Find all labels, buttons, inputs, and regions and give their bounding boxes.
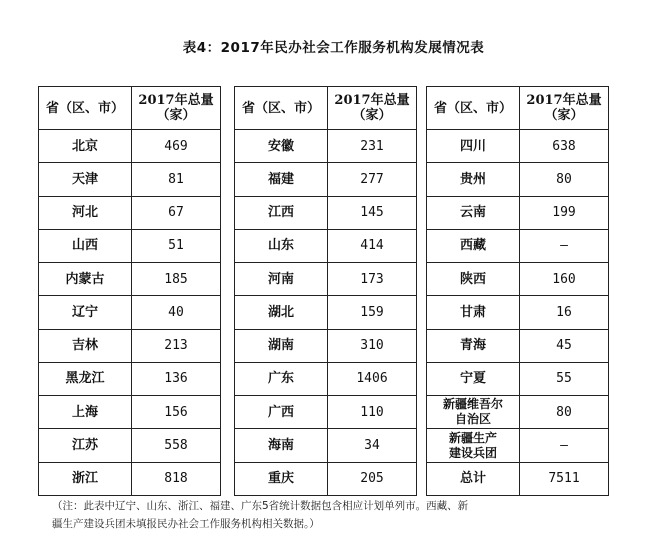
header-count: [328, 87, 417, 130]
region-count: 310: [328, 329, 417, 362]
region-name: 江西: [235, 196, 328, 229]
region-name-line1: 新疆维吾尔: [442, 397, 503, 412]
region-name: 河南: [235, 263, 328, 296]
region-name: 重庆: [235, 462, 328, 495]
table-row: [427, 396, 609, 429]
region-name-line2: 自治区: [454, 412, 491, 427]
header-count-line1: 2017年总量: [334, 93, 410, 108]
total-count: 7511: [520, 462, 609, 495]
table-row: [39, 296, 221, 329]
region-count: 818: [132, 462, 221, 495]
region-name: 江苏: [39, 429, 132, 462]
region-count: –: [520, 429, 609, 462]
region-name: 山西: [39, 229, 132, 262]
region-name: 西藏: [427, 229, 520, 262]
header-count-line1: 2017年总量: [138, 93, 214, 108]
region-count: 558: [132, 429, 221, 462]
region-count: 51: [132, 229, 221, 262]
table-row: [235, 329, 417, 362]
region-name: 云南: [427, 196, 520, 229]
header-count: [132, 87, 221, 130]
region-count: 159: [328, 296, 417, 329]
table-header-row: [39, 87, 221, 130]
table-row: [39, 329, 221, 362]
region-count: 205: [328, 462, 417, 495]
table-row: [235, 130, 417, 163]
table-row: [39, 396, 221, 429]
table-header-row: [235, 87, 417, 130]
header-count-line2: （家）: [156, 108, 196, 123]
note-line-1: （注：此表中辽宁、山东、浙江、福建、广东5省统计数据包含相应计划单列市。西藏、新: [52, 500, 469, 512]
region-name: 黑龙江: [39, 362, 132, 395]
region-count: 40: [132, 296, 221, 329]
region-count: 1406: [328, 362, 417, 395]
header-region-label: 省（区、市）: [241, 100, 320, 116]
total-label: 总计: [427, 462, 520, 495]
region-count: 469: [132, 130, 221, 163]
table-note: [52, 497, 627, 533]
region-name: 浙江: [39, 462, 132, 495]
region-name: 辽宁: [39, 296, 132, 329]
table-row: [39, 130, 221, 163]
region-count: 145: [328, 196, 417, 229]
region-count: 199: [520, 196, 609, 229]
region-name: 福建: [235, 163, 328, 196]
region-count: 160: [520, 263, 609, 296]
region-name: 海南: [235, 429, 328, 462]
region-count: 67: [132, 196, 221, 229]
table-row: [427, 130, 609, 163]
table-row: [235, 163, 417, 196]
region-count: 277: [328, 163, 417, 196]
header-region: [235, 87, 328, 130]
header-count-line2: （家）: [544, 108, 584, 123]
region-name: [427, 396, 520, 429]
table-row-total: [427, 462, 609, 495]
table-row: [235, 296, 417, 329]
table-row: [235, 396, 417, 429]
table-row: [39, 462, 221, 495]
header-region: [427, 87, 520, 130]
region-name: 安徽: [235, 130, 328, 163]
region-count: 34: [328, 429, 417, 462]
region-count: 156: [132, 396, 221, 429]
table-row: [235, 362, 417, 395]
region-count: 414: [328, 229, 417, 262]
data-table-1: [38, 86, 221, 496]
region-name: 陕西: [427, 263, 520, 296]
region-count: 213: [132, 329, 221, 362]
table-row: [39, 362, 221, 395]
table-row: [427, 429, 609, 462]
note-line-2: 疆生产建设兵团未填报民办社会工作服务机构相关数据。）: [52, 518, 320, 530]
region-name: 河北: [39, 196, 132, 229]
region-count: 45: [520, 329, 609, 362]
region-count: 110: [328, 396, 417, 429]
header-region-label: 省（区、市）: [45, 100, 124, 116]
region-count: 16: [520, 296, 609, 329]
table-row: [235, 229, 417, 262]
region-count: 55: [520, 362, 609, 395]
region-name: 甘肃: [427, 296, 520, 329]
table-row: [39, 429, 221, 462]
region-count: 231: [328, 130, 417, 163]
region-count: 173: [328, 263, 417, 296]
table-row: [427, 196, 609, 229]
region-name: 湖北: [235, 296, 328, 329]
region-count: 136: [132, 362, 221, 395]
data-table-2: [234, 86, 417, 496]
region-name: 广西: [235, 396, 328, 429]
table-row: [39, 196, 221, 229]
region-name-line1: 新疆生产: [448, 430, 497, 445]
region-name: 天津: [39, 163, 132, 196]
region-count: 80: [520, 163, 609, 196]
region-name: 内蒙古: [39, 263, 132, 296]
table-row: [427, 163, 609, 196]
table-row: [427, 329, 609, 362]
region-name: 上海: [39, 396, 132, 429]
region-name: 宁夏: [427, 362, 520, 395]
region-name: 山东: [235, 229, 328, 262]
table-row: [427, 296, 609, 329]
header-count-line1: 2017年总量: [526, 93, 602, 108]
header-count-line2: （家）: [352, 108, 392, 123]
region-count: 80: [520, 396, 609, 429]
region-name: 北京: [39, 130, 132, 163]
table-row: [235, 263, 417, 296]
region-name: 四川: [427, 130, 520, 163]
table-row: [39, 163, 221, 196]
data-table-3: [426, 86, 609, 496]
region-name-line2: 建设兵团: [448, 445, 497, 460]
region-name: 贵州: [427, 163, 520, 196]
region-name: 青海: [427, 329, 520, 362]
table-row: [427, 362, 609, 395]
table-row: [235, 196, 417, 229]
region-name: 吉林: [39, 329, 132, 362]
table-row: [427, 229, 609, 262]
header-count: [520, 87, 609, 130]
table-row: [427, 263, 609, 296]
region-count: 185: [132, 263, 221, 296]
region-name: [427, 429, 520, 462]
region-count: 638: [520, 130, 609, 163]
table-row: [235, 429, 417, 462]
header-region-label: 省（区、市）: [433, 100, 512, 116]
table-title: 表4：2017年民办社会工作服务机构发展情况表: [182, 40, 485, 56]
table-row: [235, 462, 417, 495]
header-region: [39, 87, 132, 130]
region-name: 湖南: [235, 329, 328, 362]
region-name: 广东: [235, 362, 328, 395]
region-count: –: [520, 229, 609, 262]
table-row: [39, 229, 221, 262]
table-header-row: [427, 87, 609, 130]
region-count: 81: [132, 163, 221, 196]
table-row: [39, 263, 221, 296]
